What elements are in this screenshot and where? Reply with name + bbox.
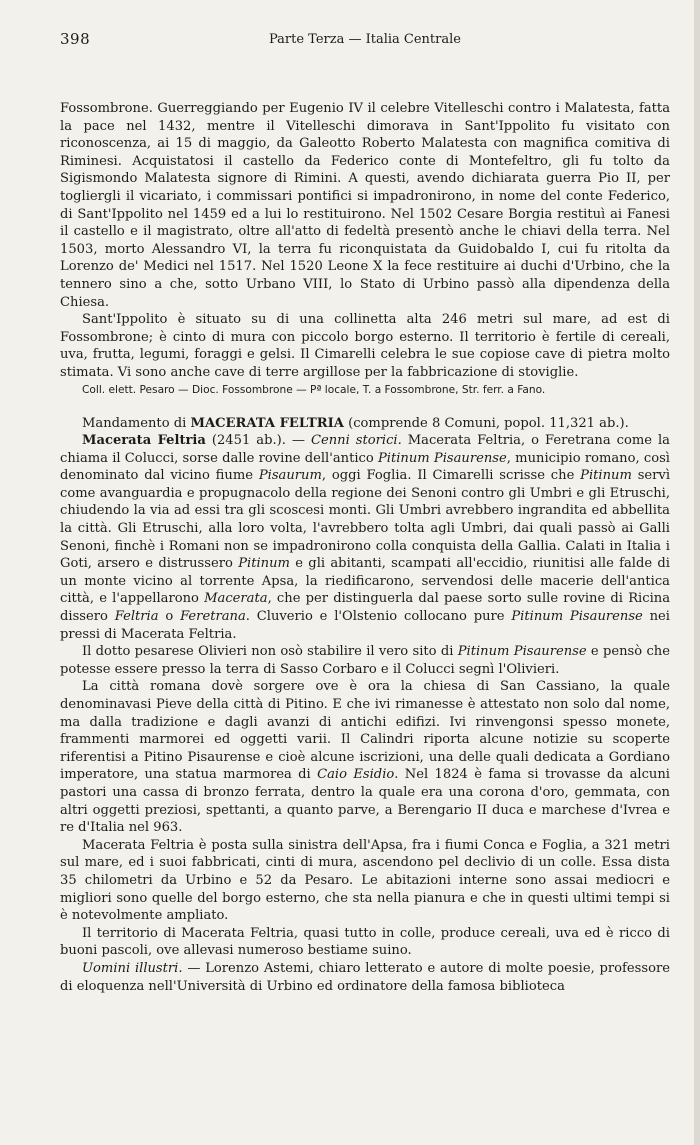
page-number: 398: [60, 30, 91, 48]
section-label: Cenni storici.: [310, 433, 402, 449]
section-label: Uomini illustri.: [82, 960, 183, 976]
paragraph-macerata-history: Macerata Feltria (2451 ab.). — Cenni storici. Macerata Feltria, o Feretrana come la chiama il Colucci, sorse dalle rovine dell'antico Pitinum Pisaurense, municipio romano, così denominato dal vicino fiume Pisaurum, oggi Foglia. Il Cimarelli scrisse che Pitinum servì come avanguardia e propugnacolo della regione dei Senoni contro gli Umbri e gli Etruschi, chiudendo la via ad essi tra gli scoscesi monti. Gli Umbri avrebbero ingrandita ed abbellita la città. Gli Etruschi, alla loro volta, l'avrebbero tolta agli Umbri, dai quali passò ai Galli Senoni, finchè i Romani non se impadronirono colla conquista della Gallia. Calati in Italia i Goti, arsero e distrussero Pitinum e gli abitanti, scampati all'eccidio, riunitisi alle falde di un monte vicino al torrente Apsa, la riedificarono, servendosi delle macerie dell'antica città, e l'appellarono Macerata, che per distinguerla dal paese sorto sulle rovine di Ricina dissero Feltria o Feretrana. Cluverio e l'Olstenio collocano pure Pitinum Pisaurense nei pressi di Macerata Feltria.: [60, 433, 671, 642]
paragraph-roman-city: La città romana dovè sorgere ove è ora la chiesa di San Cassiano, la quale denominavasi Pieve della città di Pitino. E che ivi rimanesse è attestato non solo dal nome, ma dalla tradizione e dagli avanzi di antichi edifizi. Ivi rinvengonsi spesso monete, frammenti marmorei ed oggetti varii. Il Calindri riporta alcune notizie su scoperte riferentisi a Pitino Pisaurense e cioè alcune iscrizioni, una delle quali dedicata a Gordiano imperatore, una statua marmorea di Caio Esidio. Nel 1824 è fama si trovasse da alcuni pastori una cassa di bronzo ferrata, dentro la quale era una corona d'oro, gemmata, con altri oggetti preziosi, spettanti, a quanto parve, a Berengario II duca e marchese d'Ivrea e re d'Italia nel 963.: [60, 679, 670, 836]
book-page: [60, 30, 670, 995]
paragraph-territory: Il territorio di Macerata Feltria, quasi tutto in colle, produce cereali, uva ed è ricco di buoni pascoli, ove allevasi numeroso bestiame suino.: [60, 925, 670, 959]
mandamento-name: MACERATA FELTRIA: [190, 415, 344, 431]
mandamento-details: (comprende 8 Comuni, popol. 11,321 ab.).: [348, 415, 629, 431]
administrative-note: Coll. elett. Pesaro — Dioc. Fossombrone — Pª locale, T. a Fossombrone, Str. ferr. a Fano.: [82, 383, 546, 396]
page-edge: [694, 0, 700, 1145]
paragraph-illustrious-men: Uomini illustri. — Lorenzo Astemi, chiaro letterato e autore di molte poesie, professore di eloquenza nell'Università di Urbino ed ordinatore della famosa biblioteca: [60, 960, 670, 994]
paragraph-sant-ippolito-description: Sant'Ippolito è situato su di una collinetta alta 246 metri sul mare, ad est di Fossombrone; è cinto di mura con piccolo borgo esterno. Il territorio è fertile di cereali, uva, frutta, legumi, foraggi e gelsi. Il Cimarelli celebra le sue copiose cave di pietra molto stimata. Vi sono anche cave di terre argillose per la fabbricazione di stoviglie.: [60, 312, 670, 380]
mandamento-label: Mandamento di: [82, 415, 187, 431]
paragraph-macerata-location: Macerata Feltria è posta sulla sinistra dell'Apsa, fra i fiumi Conca e Foglia, a 321 metri sul mare, ed i suoi fabbricati, cinti di mura, ascendono pel declivio di un colle. Essa dista 35 chilometri da Urbino e 52 da Pesaro. Le abitazioni interne sono assai mediocri e migliori sono quelle del borgo esterno, che sta nella pianura e che in questi ultimi tempi si è notevolmente ampliato.: [60, 837, 670, 924]
mandamento-heading: [60, 415, 670, 433]
page-body: [60, 100, 670, 995]
running-title: Parte Terza — Italia Centrale: [269, 32, 461, 47]
entry-heading: Macerata Feltria: [82, 433, 206, 449]
paragraph-olivieri: Il dotto pesarese Olivieri non osò stabilire il vero sito di Pitinum Pisaurense e pensò che potesse essere presso la terra di Sasso Corbaro e il Colucci segnì l'Olivieri.: [60, 644, 670, 677]
paragraph-history-sant-ippolito: Fossombrone. Guerreggiando per Eugenio IV il celebre Vitelleschi contro i Malatesta, fatta la pace nel 1432, mentre il Vitelleschi dimorava in Sant'Ippolito fu visitato con riconoscenza, ai 15 di maggio, da Galeotto Roberto Malatesta con magnifica comitiva di Riminesi. Acquistatosi il castello da Federico conte di Montefeltro, gli fu tolto da Sigismondo Malatesta signore di Rimini. A questi, avendo dichiarata guerra Pio II, per togliergli il vicariato, i commissari pontifici si impadronirono, in nome del conte Federico, di Sant'Ippolito nel 1459 ed a lui lo restituirono. Nel 1502 Cesare Borgia restituì ai Fanesi il castello e il magistrato, oltre all'atto di fedeltà presentò anche le chiavi della terra. Nel 1503, morto Alessandro VI, la terra fu riconquistata da Guidobaldo I, cui fu ritolta da Lorenzo de' Medici nel 1517. Nel 1520 Leone X la fece restituire ai duchi d'Urbino, che la tennero sino a che, sotto Urbano VIII, lo Stato di Urbino passò alla dipendenza della Chiesa.: [60, 101, 670, 310]
running-header: [60, 30, 670, 56]
